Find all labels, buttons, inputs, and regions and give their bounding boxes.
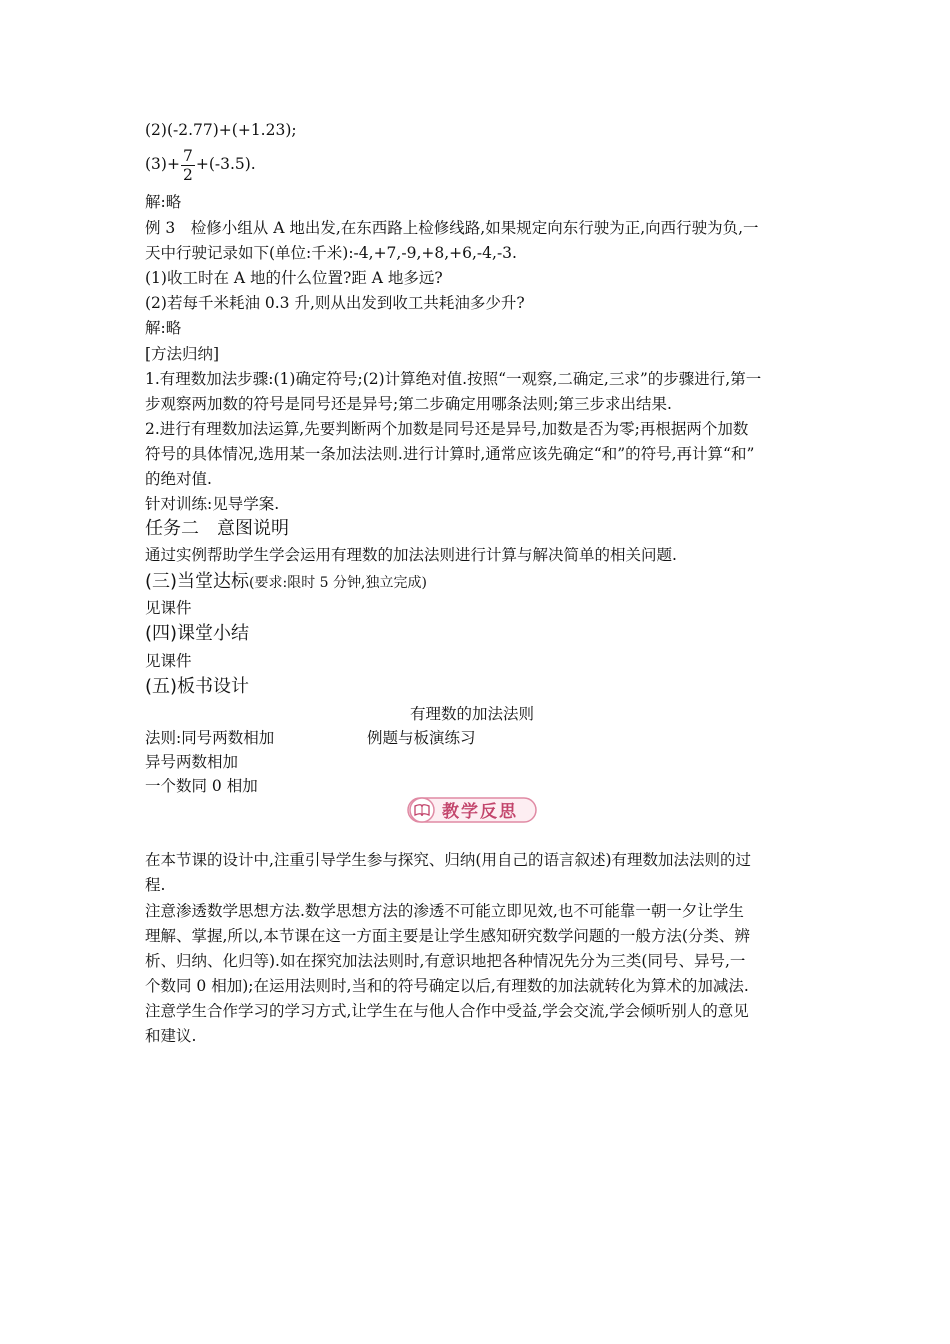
task2-text: 通过实例帮助学生学会运用有理数的加法法则进行计算与解决简单的相关问题. <box>145 546 677 564</box>
fraction <box>181 147 195 184</box>
reflection-line2: 程. <box>145 876 166 894</box>
reflection-line8: 和建议. <box>145 1027 197 1045</box>
exercise-2: (2)(-2.77)+(+1.23); <box>145 121 297 139</box>
section3-heading: (三)当堂达标 <box>145 571 250 592</box>
fraction-denominator: 2 <box>182 165 193 184</box>
example3-line2: 天中行驶记录如下(单位:千米):-4,+7,-9,+8,+6,-4,-3. <box>145 244 517 262</box>
example3-q2: (2)若每千米耗油 0.3 升,则从出发到收工共耗油多少升? <box>145 294 525 312</box>
exercise-3-suffix: +(-3.5). <box>195 155 256 173</box>
board-examples: 例题与板演练习 <box>367 729 476 747</box>
reflection-line4: 理解、掌握,所以,本节课在这一方面主要是让学生感知研究数学问题的一般方法(分类、辨 <box>145 927 750 945</box>
badge-label: 教学反思 <box>442 802 518 822</box>
method-p1-line1: 1.有理数加法步骤:(1)确定符号;(2)计算绝对值.按照“一观察,二确定,三求”的步骤进行,第一 <box>145 370 762 388</box>
reflection-badge <box>406 795 538 825</box>
reflection-line7: 注意学生合作学习的学习方式,让学生在与他人合作中受益,学会交流,学会倾听别人的意见 <box>145 1002 749 1020</box>
method-p1-line2: 步观察两加数的符号是同号还是异号;第二步确定用哪条法则;第三步求出结果. <box>145 395 672 413</box>
example3-line1: 例 3 检修小组从 A 地出发,在东西路上检修线路,如果规定向东行驶为正,向西行驶为负,一 <box>145 219 759 237</box>
method-p2-line1: 2.进行有理数加法运算,先要判断两个加数是同号还是异号,加数是否为零;再根据两个加数 <box>145 420 749 438</box>
task2-heading: 任务二 意图说明 <box>145 518 289 539</box>
reflection-line5: 析、归纳、化归等).如在探究加法法则时,有意识地把各种情况先分为三类(同号、异号,一 <box>145 952 746 970</box>
method-p2-line3: 的绝对值. <box>145 470 212 488</box>
practice-note: 针对训练:见导学案. <box>145 495 280 513</box>
example3-answer: 解:略 <box>145 319 182 337</box>
reflection-line6: 个数同 0 相加);在运用法则时,当和的符号确定以后,有理数的加法就转化为算术的加减法. <box>145 977 749 995</box>
exercise-3 <box>145 142 805 186</box>
board-rule3: 一个数同 0 相加 <box>145 777 258 795</box>
exercise-3-prefix: (3)+ <box>145 155 180 173</box>
section5-heading: (五)板书设计 <box>145 676 250 697</box>
board-rule1: 法则:同号两数相加 <box>145 729 275 747</box>
example3-q1: (1)收工时在 A 地的什么位置?距 A 地多远? <box>145 269 443 287</box>
method-p2-line2: 符号的具体情况,选用某一条加法法则.进行计算时,通常应该先确定“和”的符号,再计算“和” <box>145 445 755 463</box>
book-icon <box>412 800 432 820</box>
section3-heading-row <box>145 570 805 595</box>
method-title: [方法归纳] <box>145 345 220 363</box>
section3-note: (要求:限时 5 分钟,独立完成) <box>249 575 427 591</box>
reflection-line1: 在本节课的设计中,注重引导学生参与探究、归纳(用自己的语言叙述)有理数加法法则的过 <box>145 851 752 869</box>
reflection-line3: 注意渗透数学思想方法.数学思想方法的渗透不可能立即见效,也不可能靠一朝一夕让学生 <box>145 902 744 920</box>
board-rule2: 异号两数相加 <box>145 753 239 771</box>
section4-heading: (四)课堂小结 <box>145 623 250 644</box>
board-title: 有理数的加法法则 <box>410 705 535 723</box>
fraction-numerator: 7 <box>182 146 193 165</box>
answer-1: 解:略 <box>145 193 182 211</box>
section3-text: 见课件 <box>145 599 192 617</box>
section4-text: 见课件 <box>145 652 192 670</box>
